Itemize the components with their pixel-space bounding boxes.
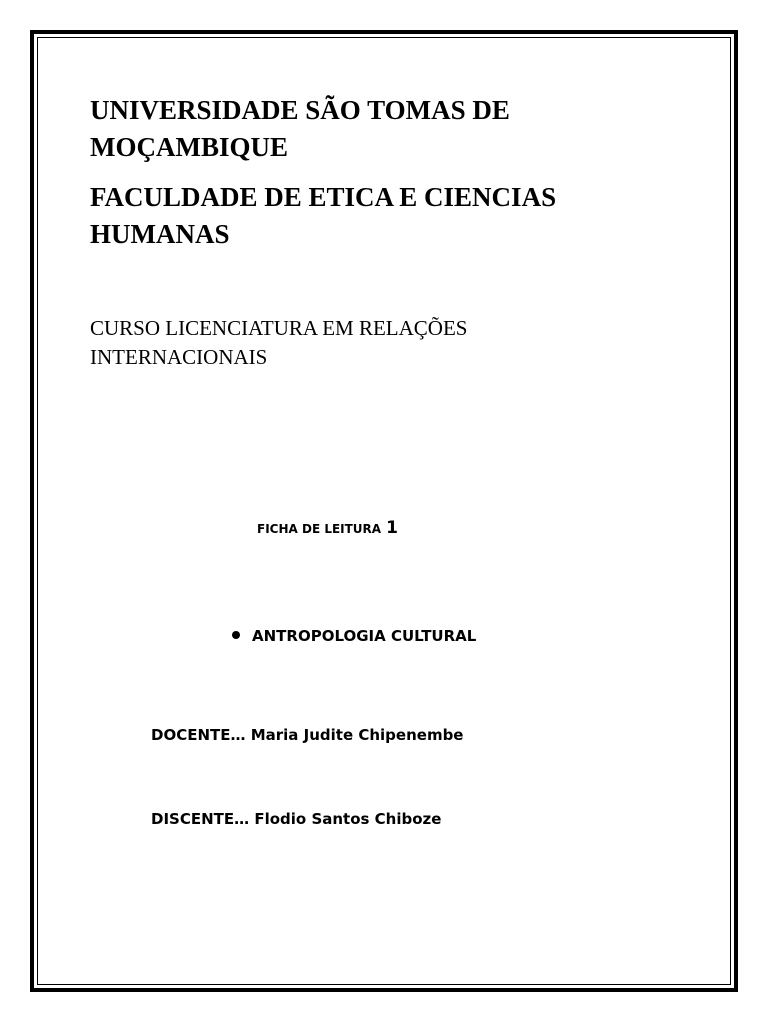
docente-line: DOCENTE… Maria Judite Chipenembe — [151, 726, 464, 744]
course-title: CURSO LICENCIATURA EM RELAÇÕES INTERNACIONAIS — [90, 316, 468, 369]
university-title: UNIVERSIDADE SÃO TOMAS DE MOÇAMBIQUE — [90, 95, 510, 162]
discente-line: DISCENTE… Flodio Santos Chiboze — [151, 810, 442, 828]
faculty-title: FACULDADE DE ETICA E CIENCIAS HUMANAS — [90, 182, 557, 249]
ficha-heading — [257, 516, 398, 541]
subject-label: ANTROPOLOGIA CULTURAL — [252, 627, 477, 645]
subject-item — [232, 624, 476, 648]
bullet-icon — [232, 631, 240, 639]
ficha-number: 1 — [386, 518, 398, 538]
ficha-label: FICHA DE LEITURA — [257, 522, 382, 536]
